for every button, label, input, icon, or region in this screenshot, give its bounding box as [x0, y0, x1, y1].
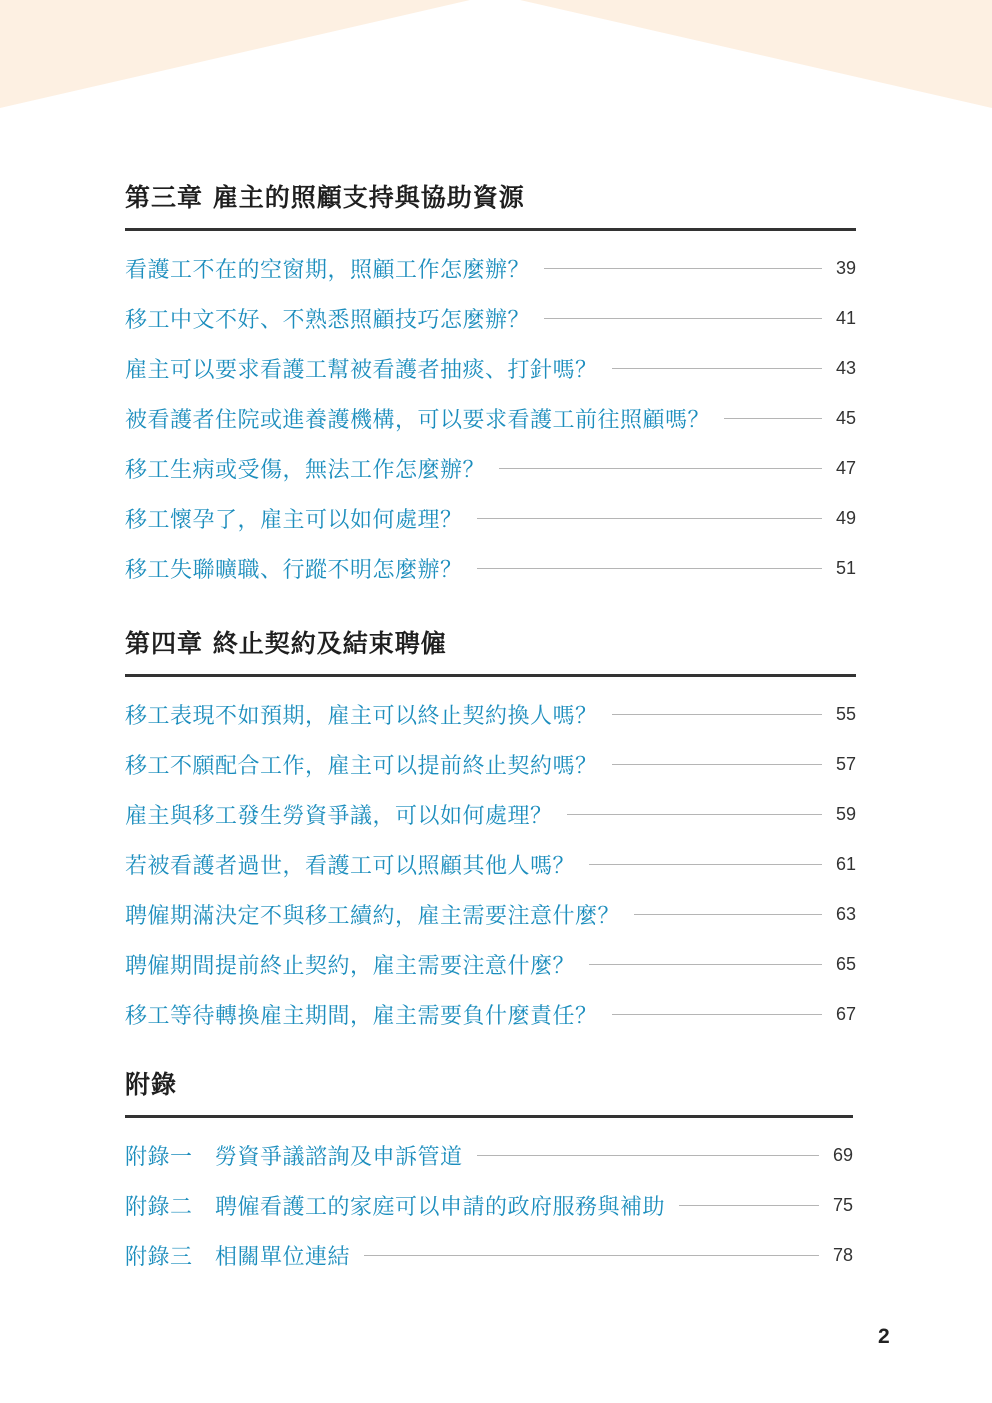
- toc-entry-page: 65: [835, 953, 856, 974]
- toc-entry-page: 59: [835, 803, 856, 824]
- toc-entry[interactable]: [125, 393, 856, 443]
- leader-line: [679, 1205, 819, 1206]
- toc-entry-page: 57: [835, 753, 856, 774]
- toc-entry[interactable]: [125, 939, 856, 989]
- top-background-shape: [0, 0, 992, 120]
- toc-entry[interactable]: [125, 1230, 853, 1280]
- leader-line: [544, 268, 822, 269]
- toc-entry-page: 39: [835, 257, 856, 278]
- leader-line: [364, 1255, 819, 1256]
- toc-entry[interactable]: [125, 989, 856, 1039]
- leader-line: [634, 914, 822, 915]
- toc-entry[interactable]: [125, 443, 856, 493]
- toc-entry[interactable]: [125, 293, 856, 343]
- toc-entry-page: 75: [832, 1194, 853, 1215]
- toc-entry[interactable]: [125, 343, 856, 393]
- toc-entry-page: 51: [835, 557, 856, 578]
- leader-line: [477, 518, 822, 519]
- toc-entry[interactable]: [125, 1180, 853, 1230]
- toc-entry-title[interactable]: 附錄三 相關單位連結: [125, 1244, 351, 1270]
- toc-entry-title[interactable]: 被看護者住院或進養護機構，可以要求看護工前往照顧嗎？: [125, 407, 711, 433]
- chapter-heading: 第三章 雇主的照顧支持與協助資源: [125, 183, 525, 212]
- heading-divider: [125, 1115, 853, 1118]
- toc-entry[interactable]: [125, 543, 856, 593]
- toc-entry[interactable]: [125, 789, 856, 839]
- toc-entry-page: 63: [835, 903, 856, 924]
- toc-entry-title[interactable]: 若被看護者過世，看護工可以照顧其他人嗎？: [125, 853, 576, 879]
- toc-entry-title[interactable]: 移工生病或受傷，無法工作怎麼辦？: [125, 457, 486, 483]
- leader-line: [477, 1155, 819, 1156]
- chapter-heading: 第四章 終止契約及結束聘僱: [125, 629, 447, 658]
- toc-entry-title[interactable]: 移工懷孕了，雇主可以如何處理？: [125, 507, 463, 533]
- toc-entry-title[interactable]: 附錄一 勞資爭議諮詢及申訴管道: [125, 1144, 463, 1170]
- appendix-section: [125, 1063, 853, 1280]
- leader-line: [612, 1014, 822, 1015]
- page-number: 2: [878, 1325, 890, 1348]
- toc-entry-page: 69: [832, 1144, 853, 1165]
- leader-line: [724, 418, 822, 419]
- leader-line: [589, 964, 822, 965]
- toc-entry-title[interactable]: 附錄二 聘僱看護工的家庭可以申請的政府服務與補助: [125, 1194, 666, 1220]
- toc-entry[interactable]: [125, 243, 856, 293]
- toc-entry[interactable]: [125, 889, 856, 939]
- leader-line: [477, 568, 822, 569]
- toc-entry-page: 61: [835, 853, 856, 874]
- toc-entry-page: 45: [835, 407, 856, 428]
- toc-entry-page: 43: [835, 357, 856, 378]
- leader-line: [612, 368, 822, 369]
- leader-line: [499, 468, 822, 469]
- heading-divider: [125, 674, 856, 677]
- leader-line: [612, 764, 822, 765]
- leader-line: [612, 714, 822, 715]
- toc-entry-page: 55: [835, 703, 856, 724]
- toc-entry-title[interactable]: 移工等待轉換雇主期間，雇主需要負什麼責任？: [125, 1003, 598, 1029]
- leader-line: [567, 814, 822, 815]
- toc-entry-title[interactable]: 雇主與移工發生勞資爭議，可以如何處理？: [125, 803, 553, 829]
- toc-entry-page: 49: [835, 507, 856, 528]
- toc-entry-title[interactable]: 移工表現不如預期，雇主可以終止契約換人嗎？: [125, 703, 598, 729]
- chapter-4-section: [125, 622, 856, 1039]
- leader-line: [544, 318, 822, 319]
- toc-entry-title[interactable]: 移工中文不好、不熟悉照顧技巧怎麼辦？: [125, 307, 531, 333]
- toc-entry[interactable]: [125, 839, 856, 889]
- toc-entry-page: 78: [832, 1244, 853, 1265]
- heading-divider: [125, 228, 856, 231]
- toc-entry[interactable]: [125, 689, 856, 739]
- toc-entry-title[interactable]: 聘僱期間提前終止契約，雇主需要注意什麼？: [125, 953, 576, 979]
- toc-entry-page: 47: [835, 457, 856, 478]
- toc-entry[interactable]: [125, 739, 856, 789]
- chapter-heading: 附錄: [125, 1070, 178, 1099]
- leader-line: [589, 864, 822, 865]
- toc-entry-page: 67: [835, 1003, 856, 1024]
- chapter-3-section: [125, 176, 856, 593]
- toc-entry-title[interactable]: 雇主可以要求看護工幫被看護者抽痰、打針嗎？: [125, 357, 598, 383]
- toc-entry-title[interactable]: 聘僱期滿決定不與移工續約，雇主需要注意什麼？: [125, 903, 621, 929]
- toc-entry[interactable]: [125, 493, 856, 543]
- toc-entry-title[interactable]: 移工不願配合工作，雇主可以提前終止契約嗎？: [125, 753, 598, 779]
- toc-entry-page: 41: [835, 307, 856, 328]
- toc-entry[interactable]: [125, 1130, 853, 1180]
- toc-entry-title[interactable]: 移工失聯曠職、行蹤不明怎麼辦？: [125, 557, 463, 583]
- toc-entry-title[interactable]: 看護工不在的空窗期，照顧工作怎麼辦？: [125, 257, 531, 283]
